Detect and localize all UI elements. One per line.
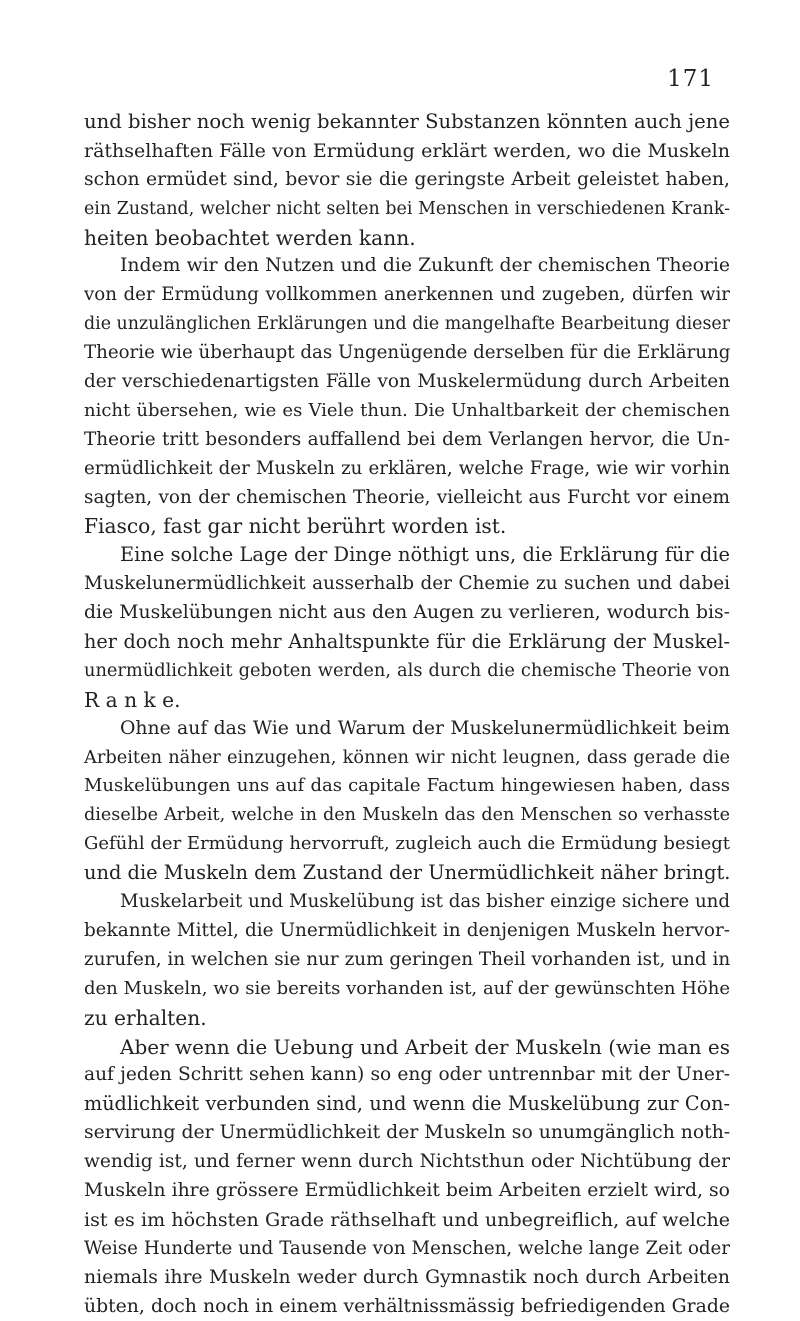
text-line: von der Ermüdung vollkommen anerkennen und zugeben, dürfen wir [84,284,730,306]
text-line: servirung der Unermüdlichkeit der Muskeln so unumgänglich noth- [84,1122,731,1144]
text-line: ein Zustand, welcher nicht selten bei Menschen in verschiedenen Krank- [84,198,730,219]
text-line: Indem wir den Nutzen und die Zukunft der chemischen Theorie [120,255,730,277]
text-line: den Muskeln, wo sie bereits vorhanden ist, auf der gewünschten Höhe [84,977,730,999]
text-line: Ohne auf das Wie und Warum der Muskelunermüdlichkeit beim [120,717,730,739]
text-line: die Muskelübungen nicht aus den Augen zu verlieren, wodurch bis- [84,602,730,624]
text-line: und bisher noch wenig bekannter Substanzen könnten auch jene [84,110,730,133]
text-line: der verschiedenartigsten Fälle von Muskelermüdung durch Arbeiten [84,371,730,393]
text-line: zurufen, in welchen sie nur zum geringen Theil vorhanden ist, und in [84,948,731,970]
text-line: Eine solche Lage der Dinge nöthigt uns, die Erklärung für die [120,543,730,567]
text-line: übten, doch noch in einem verhältnissmässig befriedigenden Grade [84,1295,730,1317]
text-line: die unzulänglichen Erklärungen und die mangelhafte Bearbeitung dieser [84,314,730,335]
text-line: räthselhaften Fälle von Ermüdung erklärt werden, wo die Muskeln [84,139,730,162]
text-line: dieselbe Arbeit, welche in den Muskeln das den Menschen so verhasste [84,805,730,826]
text-line: ermüdlichkeit der Muskeln zu erklären, welche Frage, wie wir vorhin [84,457,730,479]
text-line: Theorie tritt besonders auffallend bei dem Verlangen hervor, die Un- [84,428,730,450]
text-line: und die Muskeln dem Zustand der Unermüdlichkeit näher bringt. [84,861,731,885]
text-line: ist es im höchsten Grade räthselhaft und unbegreiflich, auf welche [84,1208,730,1231]
text-line: müdlichkeit verbunden sind, und wenn die Muskelübung zur Con- [84,1092,730,1116]
text-line: Theorie wie überhaupt das Ungenügende derselben für die Erklärung [84,342,731,364]
text-line: Aber wenn die Uebung und Arbeit der Muskeln (wie man es [120,1034,730,1059]
text-line: auf jeden Schritt sehen kann) so eng oder untrennbar mit der Uner- [84,1064,730,1086]
text-line: zu erhalten. [84,1005,207,1030]
text-line: Muskelarbeit und Muskelübung ist das bisher einzige sichere und [120,891,731,913]
text-line: Muskelübungen uns auf das capitale Factum hingewiesen haben, dass [84,775,730,797]
text-line: bekannte Mittel, die Unermüdlichkeit in denjenigen Muskeln hervor- [84,919,730,941]
text-line: unermüdlichkeit geboten werden, als durch die chemische Theorie von [84,659,730,681]
text-line: heiten beobachtet werden kann. [84,225,416,250]
text-line: Arbeiten näher einzugehen, können wir nicht leugnen, dass gerade die [84,746,730,768]
text-line: Muskelunermüdlichkeit ausserhalb der Chemie zu suchen und dabei [84,573,730,595]
body-text [84,108,730,1321]
text-line: Gefühl der Ermüdung hervorruft, zugleich auch die Ermüdung besiegt [84,833,730,855]
text-line: her doch noch mehr Anhaltspunkte für die Erklärung der Muskel- [84,630,730,654]
text-line: schon ermüdet sind, bevor sie die geringste Arbeit geleistet haben, [84,168,730,190]
text-line: niemals ihre Muskeln weder durch Gymnastik noch durch Arbeiten [84,1266,730,1288]
text-line: wendig ist, und ferner wenn durch Nichtsthun oder Nichtübung der [84,1151,730,1173]
text-line: nicht übersehen, wie es Viele thun. Die Unhaltbarkeit der chemischen [84,399,730,421]
text-line: Fiasco, fast gar nicht berührt worden ist. [84,514,507,539]
page-number: 171 [667,66,714,92]
text-line: R a n k e. [84,687,181,712]
text-line: Weise Hunderte und Tausende von Menschen, welche lange Zeit oder [84,1237,730,1259]
text-line: sagten, von der chemischen Theorie, vielleicht aus Furcht vor einem [84,486,730,508]
text-line: Muskeln ihre grössere Ermüdlichkeit beim Arbeiten erzielt wird, so [84,1179,730,1201]
